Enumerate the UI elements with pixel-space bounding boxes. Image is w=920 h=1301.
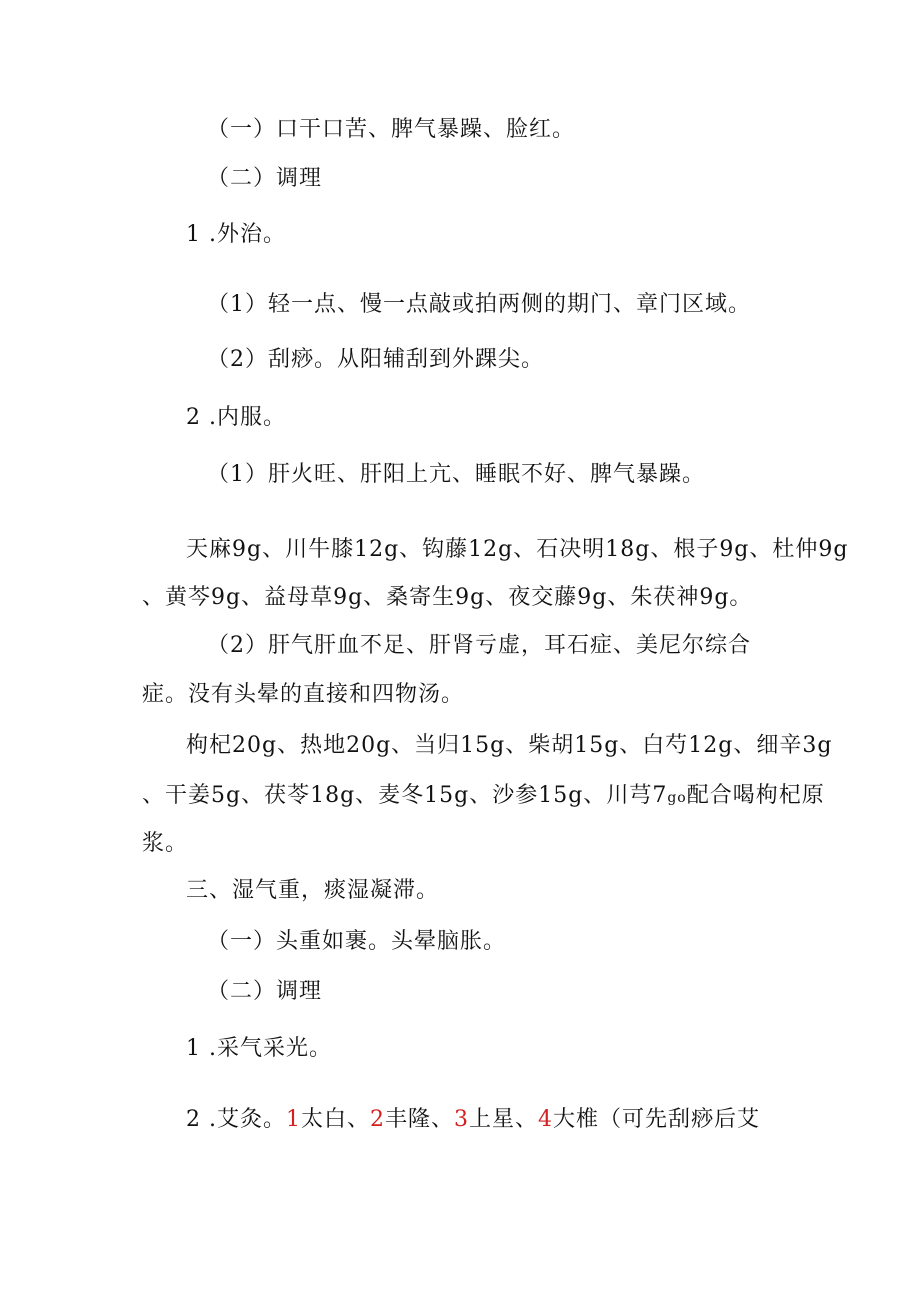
text-line-7: （1）肝火旺、肝阳上亢、睡眠不好、脾气暴躁。 [207,462,705,487]
text-line-1: （一）口干口苦、脾气暴躁、脸红。 [207,117,576,142]
text-line-11: 症。没有头晕的直接和四物汤。 [142,682,465,707]
text-line-4: （1）轻一点、慢一点敲或拍两侧的期门、章门区域。 [207,292,751,317]
text-line-19 [186,1105,760,1135]
text-line-13 [142,781,825,813]
text-segment: 太白、 [300,1107,370,1132]
acupoint-number-3: 3 [454,1107,470,1132]
text-segment: 、干姜5g、茯苓18g、麦冬15g、沙参15g、川芎7 [142,783,668,808]
text-segment: 丰隆、 [385,1107,455,1132]
text-line-3: 1 .外治。 [186,222,286,247]
text-segment: 上星、 [469,1107,539,1132]
text-segment: 2 .艾灸。 [186,1107,286,1132]
text-line-6: 2 .内服。 [186,405,286,430]
text-line-5: （2）刮痧。从阳辅刮到外踝尖。 [207,347,544,372]
text-line-14: 浆。 [142,831,189,856]
text-segment: 配合喝枸杞原 [686,783,825,808]
text-line-15: 三、湿气重，痰湿凝滞。 [186,878,440,903]
text-segment-small: go [667,790,687,806]
text-line-12: 枸杞20g、热地20g、当归15g、柴胡15g、白芍12g、细辛3g [186,733,833,758]
text-line-18: 1 .采气采光。 [186,1036,332,1061]
text-line-10: （2）肝气肝血不足、肝肾亏虚，耳石症、美尼尔综合 [207,633,751,658]
acupoint-number-1: 1 [285,1107,301,1132]
acupoint-number-4: 4 [538,1107,554,1132]
text-line-9: 、黄芩9g、益母草9g、桑寄生9g、夜交藤9g、朱茯神9g。 [142,585,753,610]
text-segment: 大椎（可先刮痧后艾 [553,1107,761,1132]
text-line-16: （一）头重如裹。头晕脑胀。 [207,929,507,954]
text-line-8: 天麻9g、川牛膝12g、钩藤12g、石决明18g、根子9g、杜仲9g [186,537,849,562]
text-line-2: （二）调理 [207,166,323,191]
acupoint-number-2: 2 [370,1107,385,1132]
text-line-17: （二）调理 [207,979,323,1004]
